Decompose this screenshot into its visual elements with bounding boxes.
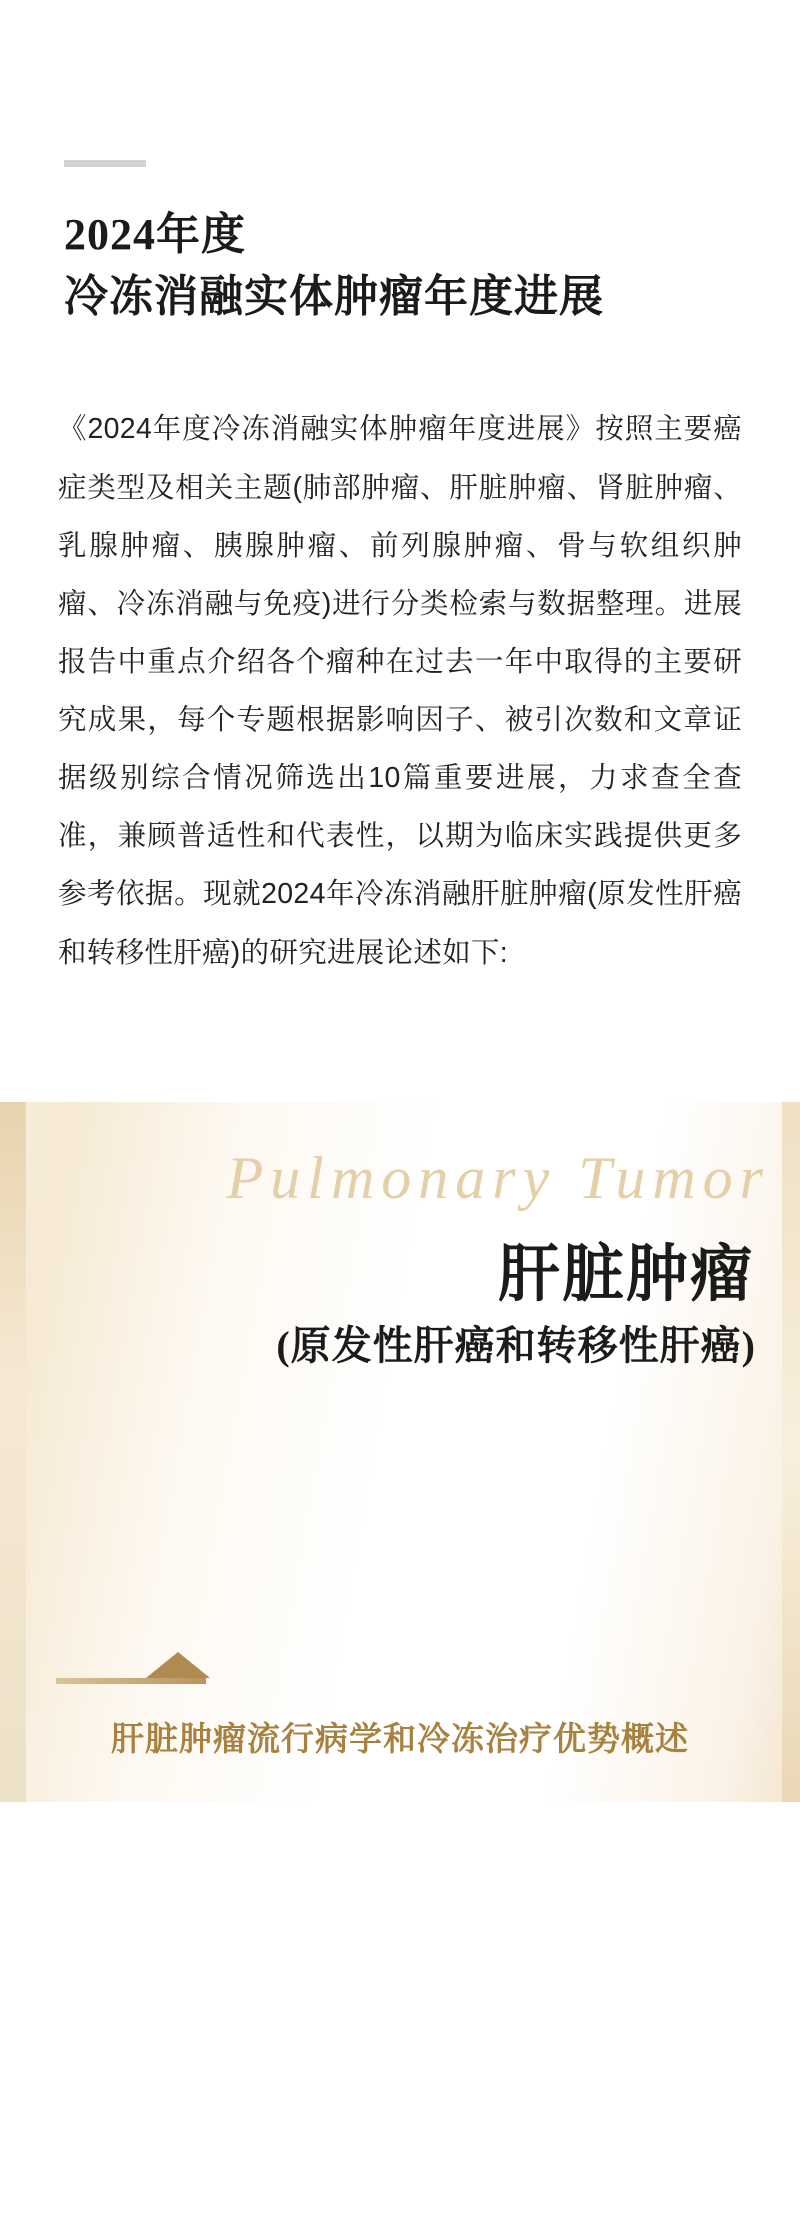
section-title: 肝脏肿瘤 xyxy=(497,1240,754,1309)
subsection-heading: 肝脏肿瘤流行病学和冷冻治疗优势概述 xyxy=(111,1721,689,1758)
section-subtitle: (原发性肝癌和转移性肝癌) xyxy=(276,1322,756,1368)
arrow-divider xyxy=(56,1650,216,1684)
intro-paragraph: 《2024年度冷冻消融实体肿瘤年度进展》按照主要癌症类型及相关主题(肺部肿瘤、肝脏肿瘤、肾脏肿瘤、乳腺肿瘤、胰腺肿瘤、前列腺肿瘤、骨与软组织肿瘤、冷冻消融与免疫)进行分类检索与数据整理。进展报告中重点介绍各个瘤种在过去一年中取得的主要研究成果，每个专题根据影响因子、被引次数和文章证据级别综合情况筛选出10篇重要进展，力求查全查准，兼顾普适性和代表性，以期为临床实践提供更多参考依据。现就2024年冷冻消融肝脏肿瘤(原发性肝癌和转移性肝癌)的研究进展论述如下: xyxy=(58,413,742,969)
title-rule-divider xyxy=(64,160,146,167)
section-script-title: Pulmonary Tumor xyxy=(226,1144,770,1211)
arrow-triangle-icon xyxy=(146,1652,210,1678)
arrow-bar xyxy=(56,1678,206,1684)
page-title-year: 2024年度 xyxy=(64,210,246,259)
page-title-main: 冷冻消融实体肿瘤年度进展 xyxy=(64,272,604,322)
header-block xyxy=(0,0,800,330)
section-banner xyxy=(0,1102,800,1802)
